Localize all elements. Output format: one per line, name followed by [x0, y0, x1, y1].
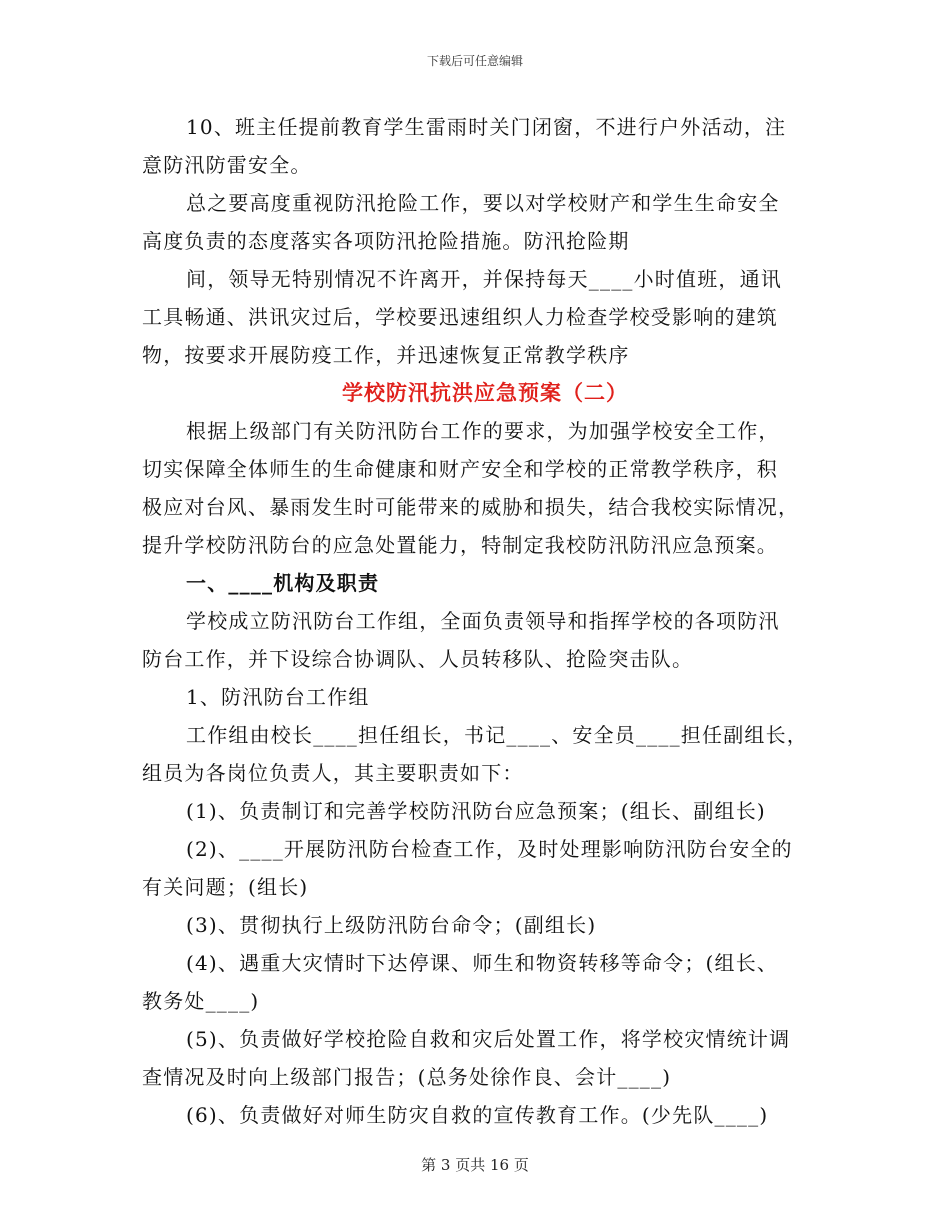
text-line: 10、班主任提前教育学生雷雨时关门闭窗，不进行户外活动，注 [186, 115, 787, 139]
page-header-note: 下载后可任意编辑 [426, 54, 523, 68]
text-line: 总之要高度重视防汛抢险工作，要以对学校财产和学生生命安全 [186, 191, 780, 215]
intro-section [142, 108, 808, 374]
text-line: 物，按要求开展防疫工作，并迅速恢复正常教学秩序 [142, 343, 630, 367]
text-line: 高度负责的态度落实各项防汛抢险措施。防汛抢险期 [142, 229, 630, 253]
text-line: 切实保障全体师生的生命健康和财产安全和学校的正常教学秩序，积 [142, 457, 778, 481]
text-line: 工作组由校长____担任组长，书记____、安全员____担任副组长， [186, 723, 808, 747]
text-line: 根据上级部门有关防汛防台工作的要求，为加强学校安全工作， [186, 419, 780, 443]
text-line: 一、____机构及职责 [186, 571, 380, 595]
text-line: 间，领导无特别情况不许离开，并保持每天____小时值班，通讯 [186, 267, 782, 291]
text-line: 1、防汛防台工作组 [186, 685, 370, 709]
text-line: 意防汛防雷安全。 [142, 153, 312, 177]
text-line: (3)、贯彻执行上级防汛防台命令；(副组长) [186, 913, 597, 937]
page-footer: 第 3 页共 16 页 [421, 1156, 529, 1174]
text-line: 提升学校防汛防台的应急处置能力，特制定我校防汛防汛应急预案。 [142, 533, 778, 557]
text-line: 学校成立防汛防台工作组，全面负责领导和指挥学校的各项防汛 [186, 609, 780, 633]
text-line: 教务处____) [142, 989, 260, 1013]
text-line: 防台工作，并下设综合协调队、人员转移队、抢险突击队。 [142, 647, 694, 671]
text-line: (1)、负责制订和完善学校防汛防台应急预案；(组长、副组长) [186, 799, 766, 823]
text-line: (6)、负责做好对师生防灾自救的宣传教育工作。(少先队____) [186, 1103, 769, 1127]
section-title: 学校防汛抗洪应急预案（二） [342, 380, 628, 405]
text-line: 工具畅通、洪讯灾过后，学校要迅速组织人力检查学校受影响的建筑 [142, 305, 778, 329]
document-body [142, 108, 808, 1134]
text-line: 组员为各岗位负责人，其主要职责如下： [142, 761, 524, 785]
plan-section [142, 412, 808, 1134]
text-line: (4)、遇重大灾情时下达停课、师生和物资转移等命令；(组长、 [186, 951, 779, 975]
text-line: 查情况及时向上级部门报告；(总务处徐作良、会计____) [142, 1065, 672, 1089]
text-line: (5)、负责做好学校抢险自救和灾后处置工作，将学校灾情统计调 [186, 1027, 791, 1051]
text-line: 极应对台风、暴雨发生时可能带来的威胁和损失，结合我校实际情况， [142, 495, 800, 519]
text-line: (2)、____开展防汛防台检查工作，及时处理影响防汛防台安全的 [186, 837, 793, 861]
text-line: 有关问题；(组长) [142, 875, 309, 899]
